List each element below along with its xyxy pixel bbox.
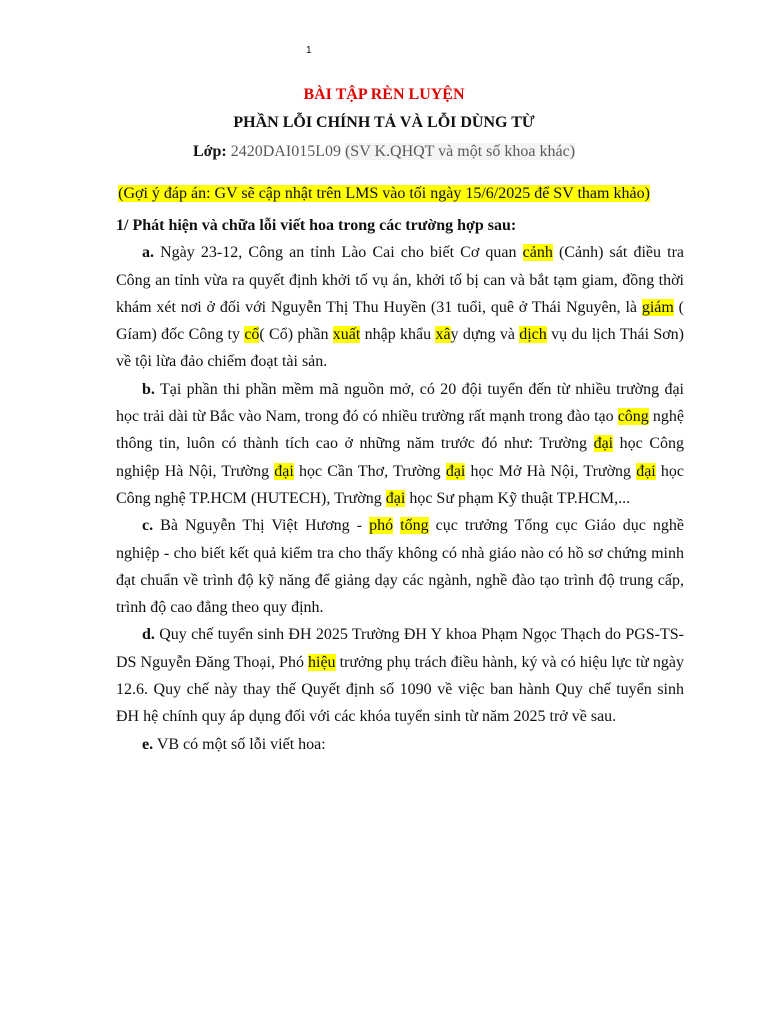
paragraph-text: trưởng phụ trách điều hành, ký và có hiệu lực từ ngày 12.6. Quy chế này thay thế Quyết định số 1090 về việc ban hành Quy chế tuyển sinh ĐH hệ chính quy áp dụng đối với các khóa tuyển sinh từ năm 2025 trở về sau. bbox=[116, 653, 684, 726]
paragraph-text: VB có một số lỗi viết hoa: bbox=[153, 735, 326, 753]
paragraph-text: nghệ thông tin, luôn có thành tích cao ở những năm trước đó như: Trường bbox=[116, 408, 684, 453]
highlighted-word: hiệu bbox=[308, 653, 336, 671]
class-label: Lớp: bbox=[192, 143, 227, 160]
highlighted-word: phó bbox=[369, 517, 394, 535]
document-subtitle: PHẦN LỖI CHÍNH TẢ VÀ LỖI DÙNG TỪ bbox=[233, 114, 535, 131]
highlighted-word: cổ bbox=[244, 326, 260, 344]
highlighted-word: dịch bbox=[519, 326, 547, 344]
paragraph-text: Bà Nguyễn Thị Việt Hương - bbox=[153, 517, 370, 535]
paragraph-a bbox=[116, 239, 684, 375]
highlighted-word: tổng bbox=[400, 517, 429, 535]
answer-hint-text: (Gợi ý đáp án: GV sẽ cập nhật trên LMS vào tối ngày 15/6/2025 để SV tham khảo) bbox=[118, 185, 650, 202]
item-label-c: c. bbox=[142, 517, 154, 535]
highlighted-word: đại bbox=[593, 435, 614, 453]
exercise-body bbox=[116, 212, 684, 758]
highlighted-word: xuất bbox=[332, 326, 361, 344]
paragraph-text: học Công nghệ TP.HCM (HUTECH), Trường bbox=[116, 462, 684, 507]
highlighted-word: cảnh bbox=[522, 244, 553, 262]
item-label-e: e. bbox=[142, 735, 154, 753]
paragraph-e bbox=[116, 731, 684, 758]
highlighted-word: đại bbox=[445, 462, 466, 480]
paragraph-text: Quy chế tuyển sinh ĐH 2025 Trường ĐH Y khoa Phạm Ngọc Thạch do PGS-TS-DS Nguyễn Đăng Thoại, Phó bbox=[116, 626, 684, 671]
paragraph-text: (Cảnh) sát điều tra Công an tỉnh vừa ra quyết định khởi tố vụ án, khởi tố bị can và bắt tạm giam, đồng thời khám xét nơi ở đối với Nguyễn Thị Thu Huyền (31 tuổi, quê ở Thái Nguyên, là bbox=[116, 244, 684, 316]
page-number: 1 bbox=[306, 45, 312, 56]
paragraph-d bbox=[116, 621, 684, 730]
paragraph-text: y dựng và bbox=[450, 326, 520, 344]
paragraph-b bbox=[116, 376, 684, 512]
paragraph-text: học Mở Hà Nội, Trường bbox=[465, 462, 637, 480]
item-label-a: a. bbox=[142, 244, 154, 262]
paragraph-text: Ngày 23-12, Công an tỉnh Lào Cai cho biết Cơ quan bbox=[154, 244, 523, 262]
highlighted-word: đại bbox=[636, 462, 656, 480]
paragraph-text: ( Gíam) đốc Công ty bbox=[116, 298, 684, 344]
paragraph-c bbox=[116, 512, 684, 621]
item-label-d: d. bbox=[142, 626, 155, 644]
paragraph-text: học Cần Thơ, Trường bbox=[293, 462, 446, 480]
paragraph-text: ( Cổ) phần bbox=[259, 326, 333, 344]
paragraph-text: học Công nghiệp Hà Nội, Trường bbox=[116, 435, 685, 480]
highlighted-word: công bbox=[617, 408, 649, 426]
highlighted-word: đại bbox=[274, 462, 294, 480]
paragraph-text: Tại phần thi phần mềm mã nguồn mở, có 20 đội tuyển đến từ nhiều trường đại học trải dài từ Bắc vào Nam, trong đó có nhiều trường rất mạnh trong đào tạo bbox=[116, 380, 684, 426]
class-note: (SV K.QHQT và một số khoa khác) bbox=[344, 143, 576, 160]
paragraph-text: nhập khẩu bbox=[360, 326, 436, 344]
highlighted-word: đại bbox=[385, 489, 406, 507]
class-code: 2420DAI015L09 bbox=[230, 143, 341, 160]
highlighted-word: giám bbox=[641, 298, 674, 316]
section-heading: 1/ Phát hiện và chữa lỗi viết hoa trong các trường hợp sau: bbox=[116, 217, 517, 234]
class-info bbox=[0, 143, 768, 161]
highlighted-word: xâ bbox=[435, 326, 451, 344]
document-title: BÀI TẬP RÈN LUYỆN bbox=[303, 86, 465, 103]
answer-hint bbox=[0, 185, 768, 203]
paragraph-text: vụ du lịch Thái Sơn) về tội lừa đảo chiếm đoạt tài sản. bbox=[116, 326, 685, 371]
item-label-b: b. bbox=[142, 380, 155, 398]
paragraph-text: cục trưởng Tổng cục Giáo dục nghề nghiệp - cho biết kết quả kiểm tra cho thấy không có nhà giáo nào có hồ sơ chứng minh đạt chuẩn về trình độ kỹ năng để giảng dạy các ngành, nghề đào tạo trình độ trung cấp, trình độ cao đẳng theo quy định. bbox=[116, 517, 685, 617]
paragraph-text: học Sư phạm Kỹ thuật TP.HCM,... bbox=[405, 489, 631, 507]
